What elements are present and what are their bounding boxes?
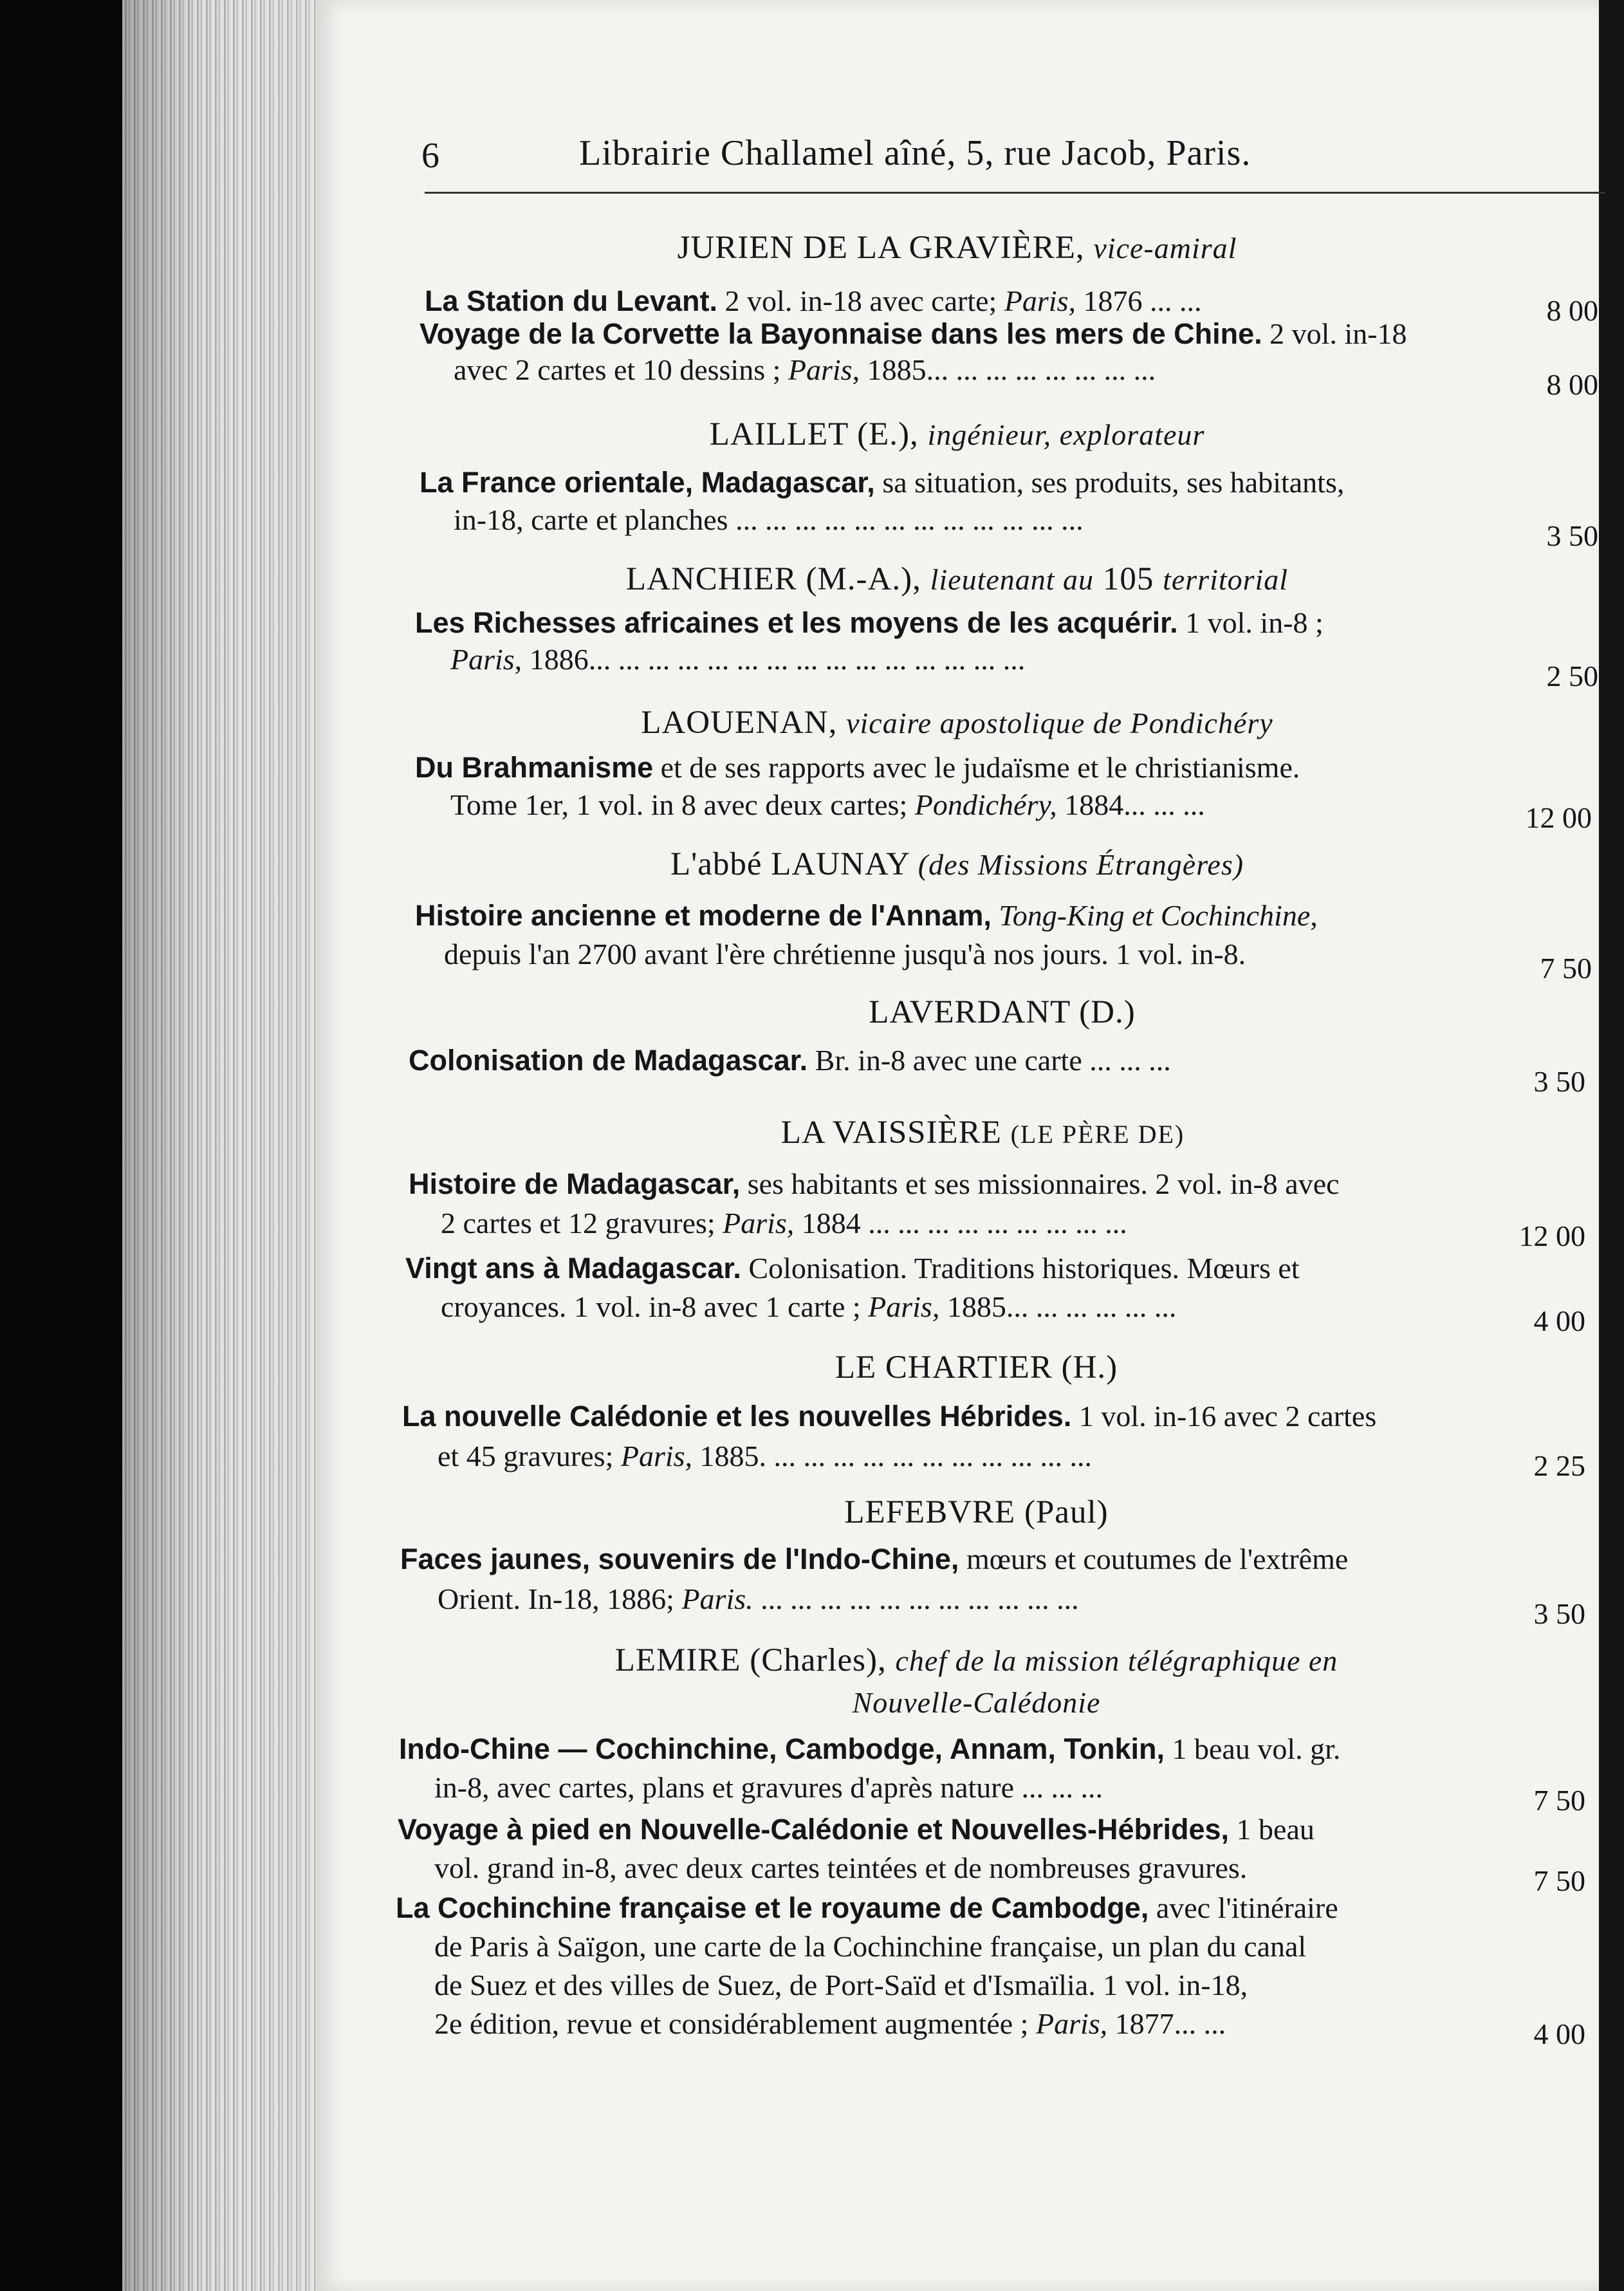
entry-line: Paris, 1886... ... ... ... ... ... ... ... ... ... ... ... ... ... ... — [450, 643, 1026, 676]
entry-line: in-18, carte et planches ... ... ... ... ... ... ... ... ... ... ... ... — [454, 503, 1084, 536]
author-heading: LEFEBVRE (Paul) — [844, 1494, 1109, 1530]
entry-line: 2 cartes et 12 gravures; Paris, 1884 ... ... ... ... ... ... ... ... ... — [441, 1207, 1127, 1239]
entry-line: La Station du Levant. 2 vol. in-18 avec carte; Paris, 1876 ... ... — [425, 284, 1202, 317]
price: 8 00 — [1546, 368, 1598, 401]
entry-line: vol. grand in-8, avec deux cartes teintées et de nombreuses gravures. — [434, 1851, 1248, 1884]
entry-line: 2e édition, revue et considérablement augmentée ; Paris, 1877... ... — [434, 2007, 1226, 2040]
author-heading: LAVERDANT (D.) — [869, 994, 1136, 1030]
entry-line: Histoire ancienne et moderne de l'Annam, Tong-King et Cochinchine, — [415, 899, 1318, 932]
price: 3 50 — [1533, 1065, 1585, 1098]
entry-line: de Suez et des villes de Suez, de Port-Saïd et d'Ismaïlia. 1 vol. in-18, — [434, 1969, 1248, 2001]
price: 3 50 — [1546, 519, 1598, 552]
running-title: Librairie Challamel aîné, 5, rue Jacob, Paris. — [579, 133, 1251, 173]
entry-line: in-8, avec cartes, plans et gravures d'après nature ... ... ... — [434, 1771, 1103, 1804]
price: 8 00 — [1546, 294, 1598, 327]
price: 4 00 — [1533, 1304, 1585, 1337]
author-heading: LEMIRE (Charles), chef de la mission télégraphique en — [614, 1642, 1338, 1678]
entry-line: Colonisation de Madagascar. Br. in-8 avec une carte ... ... ... — [409, 1044, 1171, 1077]
entry-line: Histoire de Madagascar, ses habitants et ses missionnaires. 2 vol. in-8 avec — [409, 1167, 1340, 1200]
book-page-edges — [122, 0, 322, 2291]
entry-line: Vingt ans à Madagascar. Colonisation. Traditions historiques. Mœurs et — [405, 1252, 1300, 1285]
price: 2 25 — [1533, 1449, 1585, 1482]
book-edge-shadow — [0, 0, 122, 2291]
entry-line: Voyage à pied en Nouvelle-Calédonie et Nouvelles-Hébrides, 1 beau — [398, 1813, 1315, 1846]
entry-line: croyances. 1 vol. in-8 avec 1 carte ; Paris, 1885... ... ... ... ... ... — [441, 1290, 1177, 1323]
author-heading: LE CHARTIER (H.) — [835, 1350, 1118, 1386]
header-rule — [425, 192, 1605, 194]
entry-line: Faces jaunes, souvenirs de l'Indo-Chine, mœurs et coutumes de l'extrême — [400, 1543, 1349, 1575]
price: 2 50 — [1546, 660, 1598, 692]
entry-line: Voyage de la Corvette la Bayonnaise dans les mers de Chine. 2 vol. in-18 — [420, 317, 1407, 350]
price: 3 50 — [1533, 1597, 1585, 1630]
entry-line: La France orientale, Madagascar, sa situation, ses produits, ses habitants, — [420, 466, 1345, 499]
entry-line: Tome 1er, 1 vol. in 8 avec deux cartes; Pondichéry, 1884... ... ... — [450, 788, 1205, 821]
entry-line: Orient. In-18, 1886; Paris. ... ... ... ... ... ... ... ... ... ... ... — [438, 1582, 1079, 1615]
price: 7 50 — [1533, 1864, 1585, 1897]
entry-line: Du Brahmanisme et de ses rapports avec le judaïsme et le christianisme. — [415, 751, 1300, 784]
price: 7 50 — [1533, 1784, 1585, 1817]
entry-line: avec 2 cartes et 10 dessins ; Paris, 1885... ... ... ... ... ... ... ... — [454, 353, 1156, 386]
author-heading-continued: Nouvelle-Calédonie — [852, 1686, 1101, 1719]
price: 7 50 — [1540, 952, 1592, 985]
entry-line: et 45 gravures; Paris, 1885. ... ... ... ... ... ... ... ... ... ... ... — [438, 1440, 1093, 1472]
entry-line: Indo-Chine — Cochinchine, Cambodge, Annam, Tonkin, 1 beau vol. gr. — [399, 1732, 1341, 1765]
author-heading: LAILLET (E.), ingénieur, explorateur — [709, 416, 1205, 452]
entry-line: Les Richesses africaines et les moyens de les acquérir. 1 vol. in-8 ; — [415, 606, 1324, 639]
entry-line: depuis l'an 2700 avant l'ère chrétienne jusqu'à nos jours. 1 vol. in-8. — [444, 938, 1246, 970]
entry-line: La nouvelle Calédonie et les nouvelles Hébrides. 1 vol. in-16 avec 2 cartes — [402, 1400, 1377, 1433]
price: 12 00 — [1518, 1220, 1585, 1252]
author-heading: JURIEN DE LA GRAVIÈRE, vice-amiral — [677, 230, 1237, 266]
author-heading: LAOUENAN, vicaire apostolique de Pondichéry — [641, 705, 1273, 741]
page-number: 6 — [421, 136, 439, 176]
author-heading: L'abbé LAUNAY (des Missions Étrangères) — [670, 846, 1244, 882]
entry-line: La Cochinchine française et le royaume de Cambodge, avec l'itinéraire — [396, 1891, 1338, 1924]
entry-line: de Paris à Saïgon, une carte de la Cochinchine française, un plan du canal — [434, 1930, 1307, 1963]
author-heading: LANCHIER (M.-A.), lieutenant au 105 territorial — [625, 561, 1289, 597]
price: 4 00 — [1533, 2017, 1585, 2050]
author-heading: LA VAISSIÈRE (LE PÈRE DE) — [780, 1115, 1185, 1151]
price: 12 00 — [1525, 801, 1592, 834]
